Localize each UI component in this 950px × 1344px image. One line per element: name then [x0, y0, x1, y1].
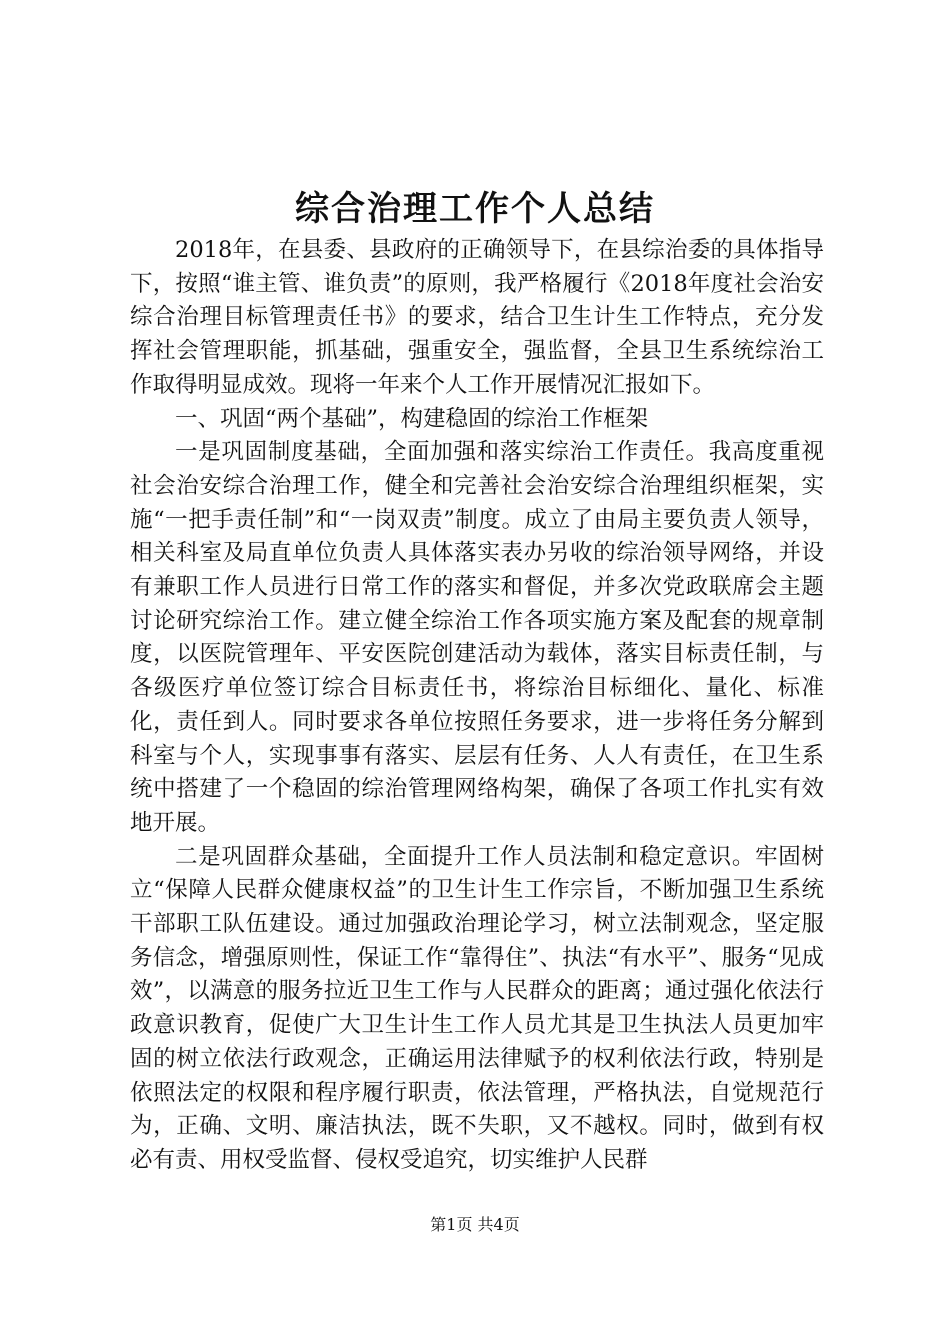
paragraph-mass-basis: 二是巩固群众基础，全面提升工作人员法制和稳定意识。牢固树立“保障人民群众健康权益”的卫生计生工作宗旨，不断加强卫生系统干部职工队伍建设。通过加强政治理论学习，树立法制观念，坚定服务信念，增强原则性，保证工作“靠得住”、执法“有水平”、服务“见成效”，以满意的服务拉近卫生工作与人民群众的距离；通过强化依法行政意识教育，促使广大卫生计生工作人员尤其是卫生执法人员更加牢固的树立依法行政观念，正确运用法律赋予的权利依法行政，特别是依照法定的权限和程序履行职责，依法管理，严格执法，自觉规范行为，正确、文明、廉洁执法，既不失职，又不越权。同时，做到有权必有责、用权受监督、侵权受追究，切实维护人民群 — [130, 843, 824, 1173]
page-number-footer: 第1页 共4页 — [430, 1215, 520, 1234]
document-title: 综合治理工作个人总结 — [295, 189, 655, 229]
paragraph-institution-basis: 一是巩固制度基础，全面加强和落实综治工作责任。我高度重视社会治安综合治理工作，健全和完善社会治安综合治理组织框架，实施“一把手责任制”和“一岗双责”制度。成立了由局主要负责人领导，相关科室及局直单位负责人具体落实表办另收的综治领导网络，并设有兼职工作人员进行日常工作的落实和督促，并多次党政联席会主题讨论研究综治工作。建立健全综治工作各项实施方案及配套的规章制度，以医院管理年、平安医院创建活动为载体，落实目标责任制，与各级医疗单位签订综合目标责任书，将综治目标细化、量化、标准化，责任到人。同时要求各单位按照任务要求，进一步将任务分解到科室与个人，实现事事有落实、层层有任务、人人有责任，在卫生系统中搭建了一个稳固的综治管理网络构架，确保了各项工作扎实有效地开展。 — [130, 439, 824, 836]
paragraph-intro: 2018年，在县委、县政府的正确领导下，在县综治委的具体指导下，按照“谁主管、谁负责”的原则，我严格履行《2018年度社会治安综合治理目标管理责任书》的要求，结合卫生计生工作特点，充分发挥社会管理职能，抓基础，强重安全，强监督，全县卫生系统综治工作取得明显成效。现将一年来个人工作开展情况汇报如下。 — [130, 237, 824, 398]
document-body — [130, 234, 824, 1178]
section-heading: 一、巩固“两个基础”，构建稳固的综治工作框架 — [175, 405, 649, 432]
